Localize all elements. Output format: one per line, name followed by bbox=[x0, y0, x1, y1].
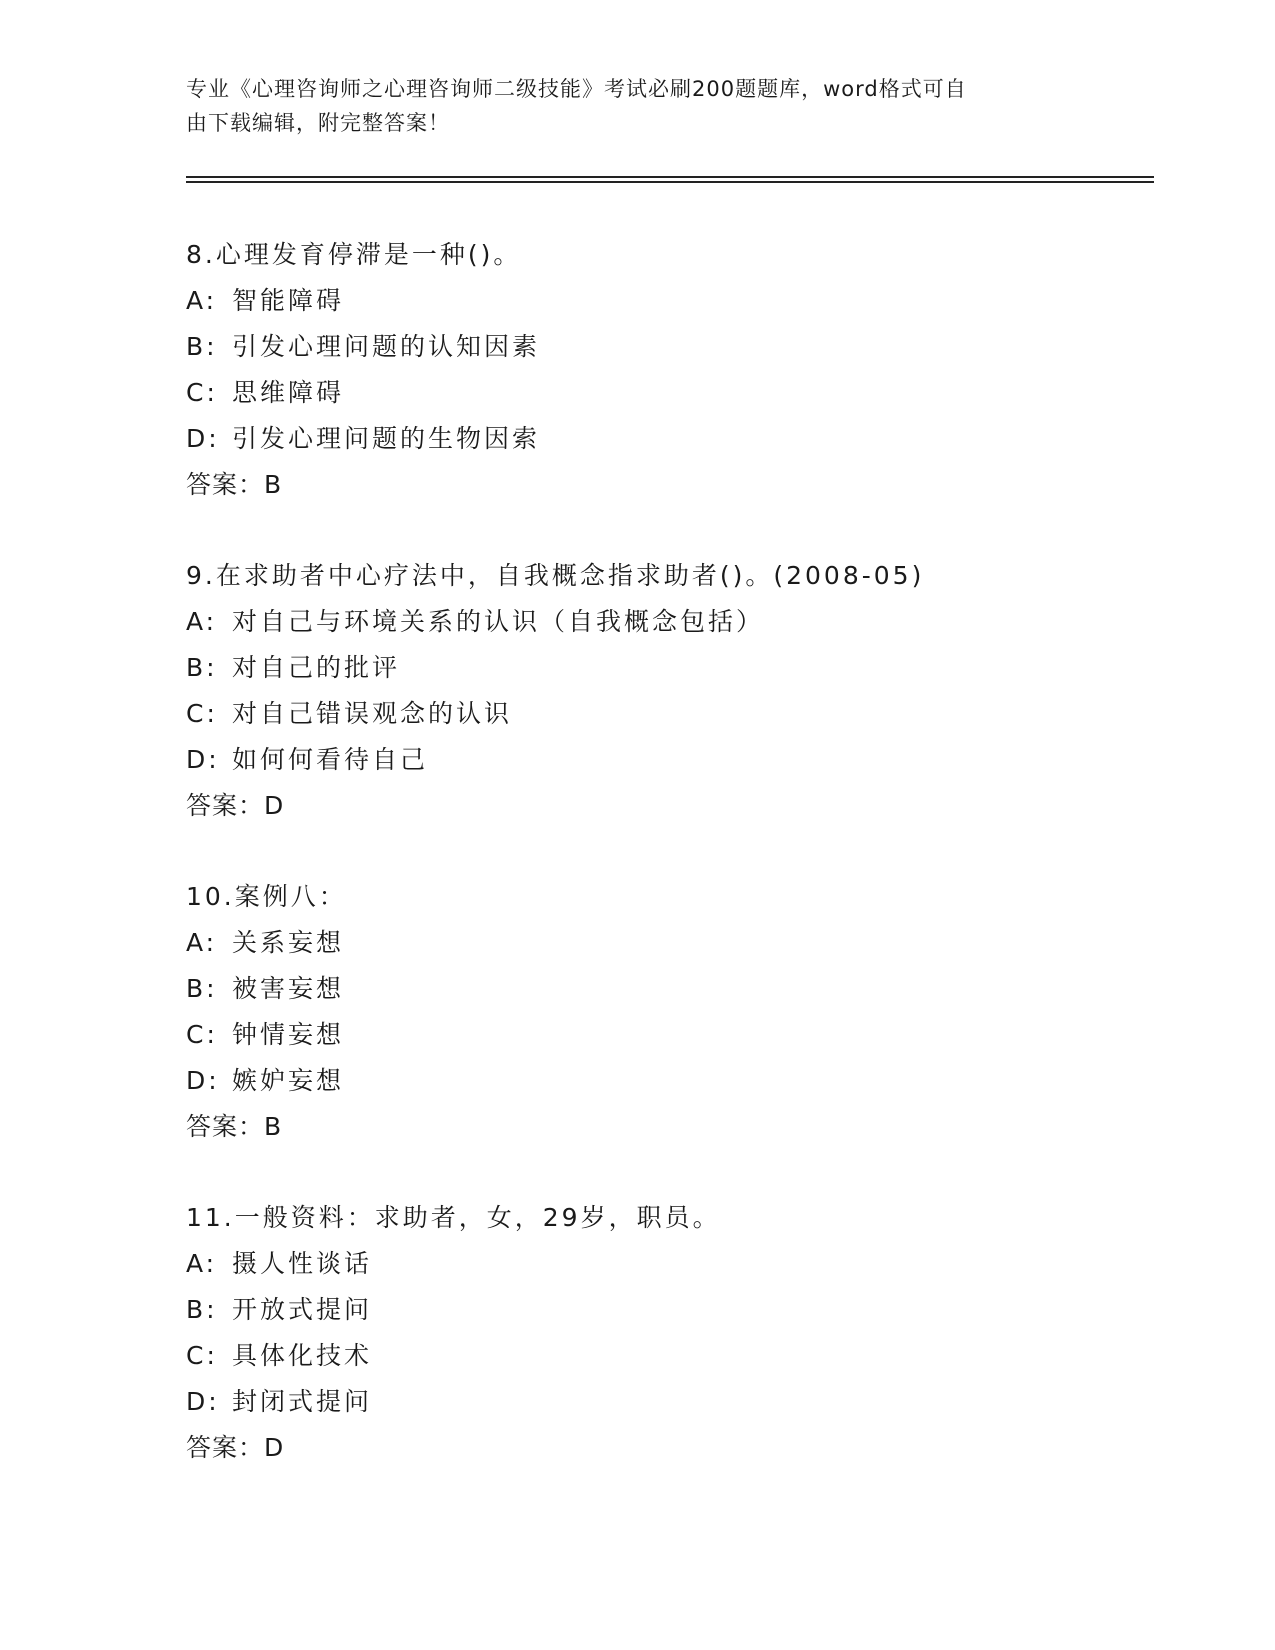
header-divider-bottom bbox=[186, 181, 1154, 183]
option-d bbox=[186, 1058, 1146, 1104]
option-letter: A: bbox=[186, 286, 218, 315]
option-a bbox=[186, 920, 1146, 966]
option-c bbox=[186, 1333, 1146, 1379]
option-letter: B: bbox=[186, 974, 218, 1003]
option-letter: C: bbox=[186, 378, 218, 407]
option-text: 对自己的批评 bbox=[232, 653, 401, 682]
question-stem: 9.在求助者中心疗法中，自我概念指求助者()。(2008-05) bbox=[186, 561, 925, 590]
option-text: 封闭式提问 bbox=[232, 1387, 373, 1416]
option-letter: C: bbox=[186, 1341, 218, 1370]
option-text: 智能障碍 bbox=[232, 286, 345, 315]
option-d bbox=[186, 1379, 1146, 1425]
question-11 bbox=[186, 1195, 1146, 1471]
header-line-2: 由下载编辑，附完整答案！ bbox=[186, 111, 450, 135]
option-letter: D: bbox=[186, 745, 220, 774]
option-b bbox=[186, 645, 1146, 691]
option-text: 摄人性谈话 bbox=[232, 1249, 373, 1278]
option-letter: D: bbox=[186, 424, 220, 453]
option-letter: B: bbox=[186, 1295, 218, 1324]
option-letter: C: bbox=[186, 699, 218, 728]
question-list bbox=[186, 232, 1146, 1471]
option-c bbox=[186, 1012, 1146, 1058]
answer: 答案：B bbox=[186, 470, 283, 499]
option-text: 如何何看待自己 bbox=[232, 745, 429, 774]
question-stem: 10.案例八： bbox=[186, 882, 347, 911]
option-text: 被害妄想 bbox=[232, 974, 345, 1003]
option-a bbox=[186, 1241, 1146, 1287]
answer: 答案：D bbox=[186, 791, 285, 820]
answer: 答案：B bbox=[186, 1112, 283, 1141]
answer: 答案：D bbox=[186, 1433, 285, 1462]
option-text: 思维障碍 bbox=[232, 378, 345, 407]
option-letter: B: bbox=[186, 653, 218, 682]
option-text: 对自己错误观念的认识 bbox=[232, 699, 513, 728]
option-b bbox=[186, 1287, 1146, 1333]
document-header bbox=[186, 72, 1066, 140]
option-letter: D: bbox=[186, 1066, 220, 1095]
option-d bbox=[186, 416, 1146, 462]
option-letter: C: bbox=[186, 1020, 218, 1049]
question-stem: 11.一般资料：求助者，女，29岁，职员。 bbox=[186, 1203, 721, 1232]
option-letter: B: bbox=[186, 332, 218, 361]
question-8 bbox=[186, 232, 1146, 508]
option-c bbox=[186, 691, 1146, 737]
option-text: 关系妄想 bbox=[232, 928, 345, 957]
header-line-1: 专业《心理咨询师之心理咨询师二级技能》考试必刷200题题库，word格式可自 bbox=[186, 77, 967, 101]
question-10 bbox=[186, 874, 1146, 1150]
option-text: 引发心理问题的认知因素 bbox=[232, 332, 541, 361]
option-text: 钟情妄想 bbox=[232, 1020, 345, 1049]
option-b bbox=[186, 966, 1146, 1012]
option-text: 具体化技术 bbox=[232, 1341, 373, 1370]
option-text: 对自己与环境关系的认识（自我概念包括） bbox=[232, 607, 765, 636]
header-divider-top bbox=[186, 176, 1154, 178]
question-stem: 8.心理发育停滞是一种()。 bbox=[186, 240, 522, 269]
option-a bbox=[186, 278, 1146, 324]
option-b bbox=[186, 324, 1146, 370]
option-letter: A: bbox=[186, 1249, 218, 1278]
option-letter: A: bbox=[186, 928, 218, 957]
question-9 bbox=[186, 553, 1146, 829]
option-text: 引发心理问题的生物因索 bbox=[232, 424, 541, 453]
option-text: 嫉妒妄想 bbox=[232, 1066, 345, 1095]
option-d bbox=[186, 737, 1146, 783]
option-c bbox=[186, 370, 1146, 416]
option-text: 开放式提问 bbox=[232, 1295, 373, 1324]
option-a bbox=[186, 599, 1146, 645]
option-letter: D: bbox=[186, 1387, 220, 1416]
option-letter: A: bbox=[186, 607, 218, 636]
